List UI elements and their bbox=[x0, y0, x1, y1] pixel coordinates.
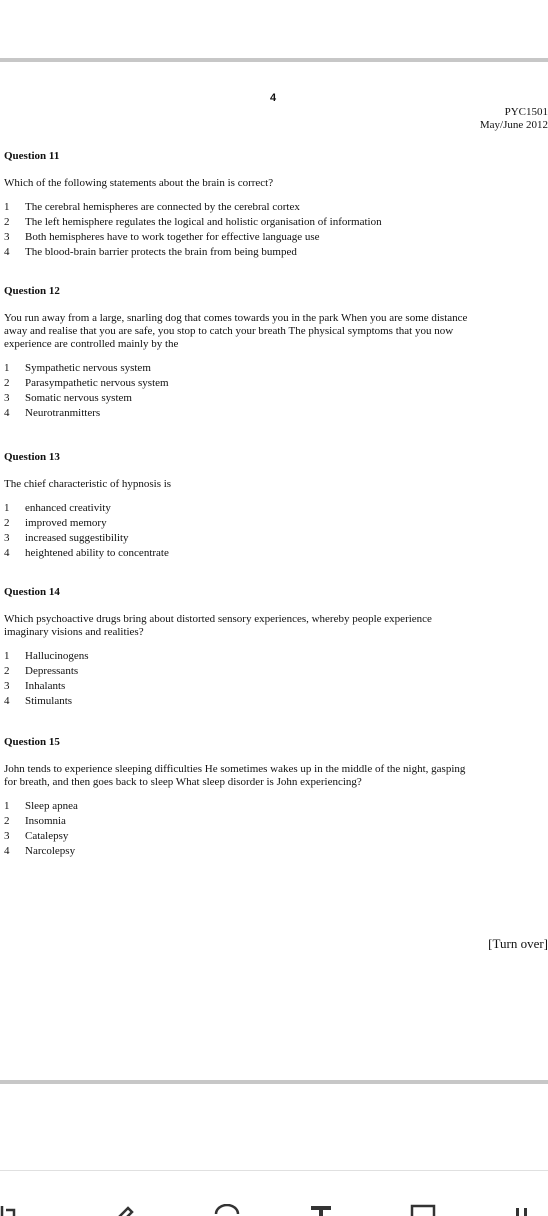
option-number: 1 bbox=[4, 650, 10, 662]
question-text: You run away from a large, snarling dog that comes towards you in the park When you are some distance bbox=[4, 312, 468, 324]
image-icon[interactable] bbox=[410, 1204, 436, 1216]
option-item bbox=[4, 694, 548, 709]
option-list bbox=[4, 200, 548, 260]
edit-icon[interactable] bbox=[112, 1204, 138, 1216]
option-text: Sleep apnea bbox=[25, 800, 78, 812]
question-text: Which psychoactive drugs bring about distorted sensory experiences, whereby people experience bbox=[4, 613, 432, 625]
page-number: 4 bbox=[270, 92, 277, 104]
option-text: Catalepsy bbox=[25, 830, 69, 842]
option-item bbox=[4, 546, 548, 561]
option-number: 4 bbox=[4, 695, 10, 707]
option-text: Neurotranmitters bbox=[25, 407, 101, 419]
option-number: 3 bbox=[4, 392, 10, 404]
option-item bbox=[4, 679, 548, 694]
editor-toolbar bbox=[0, 1198, 548, 1216]
text-icon[interactable] bbox=[308, 1204, 334, 1216]
question-text: away and realise that you are safe, you stop to catch your breath The physical symptoms that you now bbox=[4, 325, 454, 337]
option-item bbox=[4, 215, 548, 230]
exam-date: May/June 2012 bbox=[479, 119, 548, 131]
option-item bbox=[4, 829, 548, 844]
option-number: 1 bbox=[4, 502, 10, 514]
option-text: Depressants bbox=[25, 665, 79, 677]
option-number: 3 bbox=[4, 231, 10, 243]
question-title: Question 11 bbox=[4, 150, 60, 162]
course-code: PYC1501 bbox=[504, 106, 548, 118]
option-item bbox=[4, 230, 548, 245]
option-item bbox=[4, 245, 548, 260]
option-text: Insomnia bbox=[25, 815, 66, 827]
option-number: 4 bbox=[4, 845, 10, 857]
option-text: Somatic nervous system bbox=[25, 392, 132, 404]
option-number: 1 bbox=[4, 362, 10, 374]
question-12 bbox=[4, 285, 548, 421]
option-text: Inhalants bbox=[25, 680, 66, 692]
option-text: Parasympathetic nervous system bbox=[25, 377, 169, 389]
option-item bbox=[4, 664, 548, 679]
option-number: 2 bbox=[4, 377, 10, 389]
toolbar-divider bbox=[0, 1170, 548, 1171]
option-text: The left hemisphere regulates the logical and holistic organisation of information bbox=[25, 216, 382, 228]
option-item bbox=[4, 501, 548, 516]
question-text: for breath, and then goes back to sleep What sleep disorder is John experiencing? bbox=[4, 776, 362, 788]
option-number: 3 bbox=[4, 532, 10, 544]
option-text: improved memory bbox=[25, 517, 107, 529]
more-icon[interactable] bbox=[512, 1204, 538, 1216]
question-15 bbox=[4, 736, 548, 859]
option-item bbox=[4, 814, 548, 829]
option-number: 2 bbox=[4, 216, 10, 228]
question-14 bbox=[4, 586, 548, 709]
option-number: 3 bbox=[4, 680, 10, 692]
option-list bbox=[4, 649, 548, 709]
option-number: 4 bbox=[4, 407, 10, 419]
option-text: The cerebral hemispheres are connected by the cerebral cortex bbox=[25, 201, 300, 213]
option-text: Both hemispheres have to work together for effective language use bbox=[25, 231, 320, 243]
question-text: experience are controlled mainly by the bbox=[4, 338, 179, 350]
option-item bbox=[4, 200, 548, 215]
bottom-area bbox=[0, 1084, 548, 1216]
option-text: heightened ability to concentrate bbox=[25, 547, 169, 559]
option-item bbox=[4, 361, 548, 376]
option-text: The blood-brain barrier protects the brain from being bumped bbox=[25, 246, 297, 258]
top-bar bbox=[0, 0, 548, 58]
option-list bbox=[4, 501, 548, 561]
crop-icon[interactable] bbox=[0, 1204, 26, 1216]
option-item bbox=[4, 844, 548, 859]
question-title: Question 15 bbox=[4, 736, 60, 748]
option-item bbox=[4, 406, 548, 421]
option-number: 4 bbox=[4, 246, 10, 258]
option-item bbox=[4, 799, 548, 814]
option-item bbox=[4, 516, 548, 531]
option-number: 1 bbox=[4, 800, 10, 812]
question-text: Which of the following statements about the brain is correct? bbox=[4, 177, 274, 189]
option-number: 2 bbox=[4, 517, 10, 529]
option-list bbox=[4, 361, 548, 421]
option-text: increased suggestibility bbox=[25, 532, 129, 544]
option-text: enhanced creativity bbox=[25, 502, 111, 514]
option-number: 2 bbox=[4, 665, 10, 677]
option-number: 3 bbox=[4, 830, 10, 842]
option-text: Stimulants bbox=[25, 695, 73, 707]
turn-over-note: [Turn over] bbox=[488, 936, 548, 951]
question-text: imaginary visions and realities? bbox=[4, 626, 144, 638]
option-item bbox=[4, 649, 548, 664]
question-text: The chief characteristic of hypnosis is bbox=[4, 478, 172, 490]
question-13 bbox=[4, 451, 548, 561]
option-number: 4 bbox=[4, 547, 10, 559]
filter-icon[interactable] bbox=[214, 1204, 240, 1216]
option-item bbox=[4, 391, 548, 406]
option-number: 1 bbox=[4, 201, 10, 213]
question-title: Question 14 bbox=[4, 586, 60, 598]
question-11 bbox=[4, 150, 548, 260]
question-title: Question 12 bbox=[4, 285, 60, 297]
option-number: 2 bbox=[4, 815, 10, 827]
option-text: Sympathetic nervous system bbox=[25, 362, 151, 374]
option-text: Narcolepsy bbox=[25, 845, 76, 857]
question-text: John tends to experience sleeping difficulties He sometimes wakes up in the middle of the night, gasping bbox=[4, 763, 466, 775]
option-text: Hallucinogens bbox=[25, 650, 89, 662]
option-item bbox=[4, 376, 548, 391]
option-list bbox=[4, 799, 548, 859]
question-title: Question 13 bbox=[4, 451, 60, 463]
option-item bbox=[4, 531, 548, 546]
